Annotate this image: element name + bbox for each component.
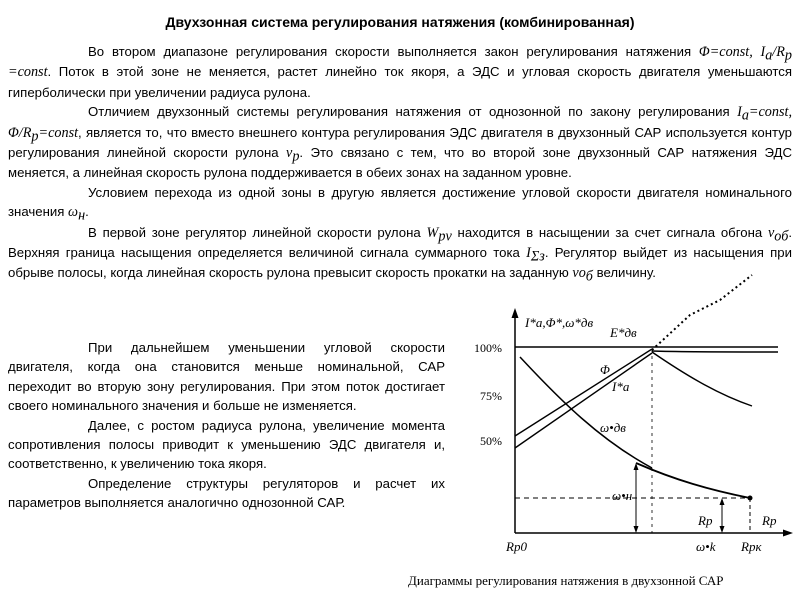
tick-75: 75% xyxy=(480,389,502,403)
tick-100: 100% xyxy=(474,341,502,355)
paragraph-4: В первой зоне регулятор линейной скорости рулона $W_{pv}$ находится в насыщении за счет сигнала обгона $v_{об}$. Верхняя граница насыщения определяется величиной сигнала суммарного тока $I_{\Sigma з}$. Регулятор выйдет из насыщения при обрыве полосы, когда линейная скорость рулона превысит скорость прокатки на заданную $vo_б$ величину. xyxy=(8,224,793,286)
paragraph-2: Отличием двухзонный системы регулирования натяжения от однозонной по закону регулирования $I_a=const$, $\Phi/R_p=const$, является то, что вместо внешнего контура регулирования ЭДС двигателя в двухзонный САР используется контур регулирования линейной скорости рулона $v_p$. Это связано с тем, что во второй зоне двухзонный САР натяжения ЭДС меняется, а линейная скорость рулона поддерживается в обеих зонах на заданном уровне. xyxy=(8,104,792,181)
label-rp0: Rp0 xyxy=(506,539,527,554)
label-wk: ω•k xyxy=(696,539,716,554)
paragraph-3: Условием перехода из одной зоны в другую является достижение угловой скорости двигателя номинального значения $\omega_н$. xyxy=(8,184,792,224)
speed-curve xyxy=(520,357,652,468)
paragraph-7: Определение структуры регуляторов и расчет их параметров выполняется аналогично однозонной САР. xyxy=(8,475,445,511)
current-dotted-line xyxy=(652,275,752,350)
y-axis-arrow xyxy=(512,308,519,318)
x-axis-arrow xyxy=(783,530,793,537)
label-rpk: Rpк xyxy=(741,539,762,554)
page-title: Двухзонная система регулирования натяжения (комбинированная) xyxy=(165,14,635,30)
y-axis-label: I*a,Φ*,ω*дв xyxy=(525,315,594,330)
emf-falling-curve xyxy=(652,351,778,352)
rp-arrow-bottom xyxy=(720,526,725,533)
label-emf: E*дв xyxy=(610,325,637,340)
label-rp-inner: Rp xyxy=(698,513,713,528)
label-wn: ω•н xyxy=(612,488,633,503)
speed-zone2-curve xyxy=(636,463,750,498)
flux-rising-line xyxy=(515,349,652,436)
paragraph-6: Далее, с ростом радиуса рулона, увеличение момента сопротивления полосы приводит к уменьшению ЭДС двигателя и, соответственно, к увеличению тока якоря. xyxy=(8,417,445,472)
label-flux: Φ xyxy=(600,362,610,377)
current-rising-line xyxy=(515,353,652,448)
label-current: I*a xyxy=(612,379,630,394)
label-rp-axis: Rp xyxy=(762,513,777,528)
rp-arrow-top xyxy=(720,498,725,505)
paragraph-5: При дальнейшем уменьшении угловой скорости двигателя, когда она становится меньше номинальной, САР переходит во вторую зону регулирования. При этом поток достигает своего номинального значения и больше не изменяется. xyxy=(8,340,445,414)
current-zone2-curve xyxy=(652,352,752,406)
paragraph-1: Во втором диапазоне регулирования скорости выполняется закон регулирования натяжения Φ=const, $I_a/R_p$ =const. Поток в этой зоне не меняется, растет линейно ток якоря, а ЭДС и угловая скорость двигателя уменьшаются гиперболически при увеличении радиуса рулона. xyxy=(8,44,792,100)
tick-50: 50% xyxy=(480,434,502,448)
diagram-caption: Диаграммы регулирования натяжения в двухзонной САР xyxy=(408,573,724,588)
wn-arrow-bottom xyxy=(634,526,639,533)
label-speed: ω•дв xyxy=(600,420,626,435)
